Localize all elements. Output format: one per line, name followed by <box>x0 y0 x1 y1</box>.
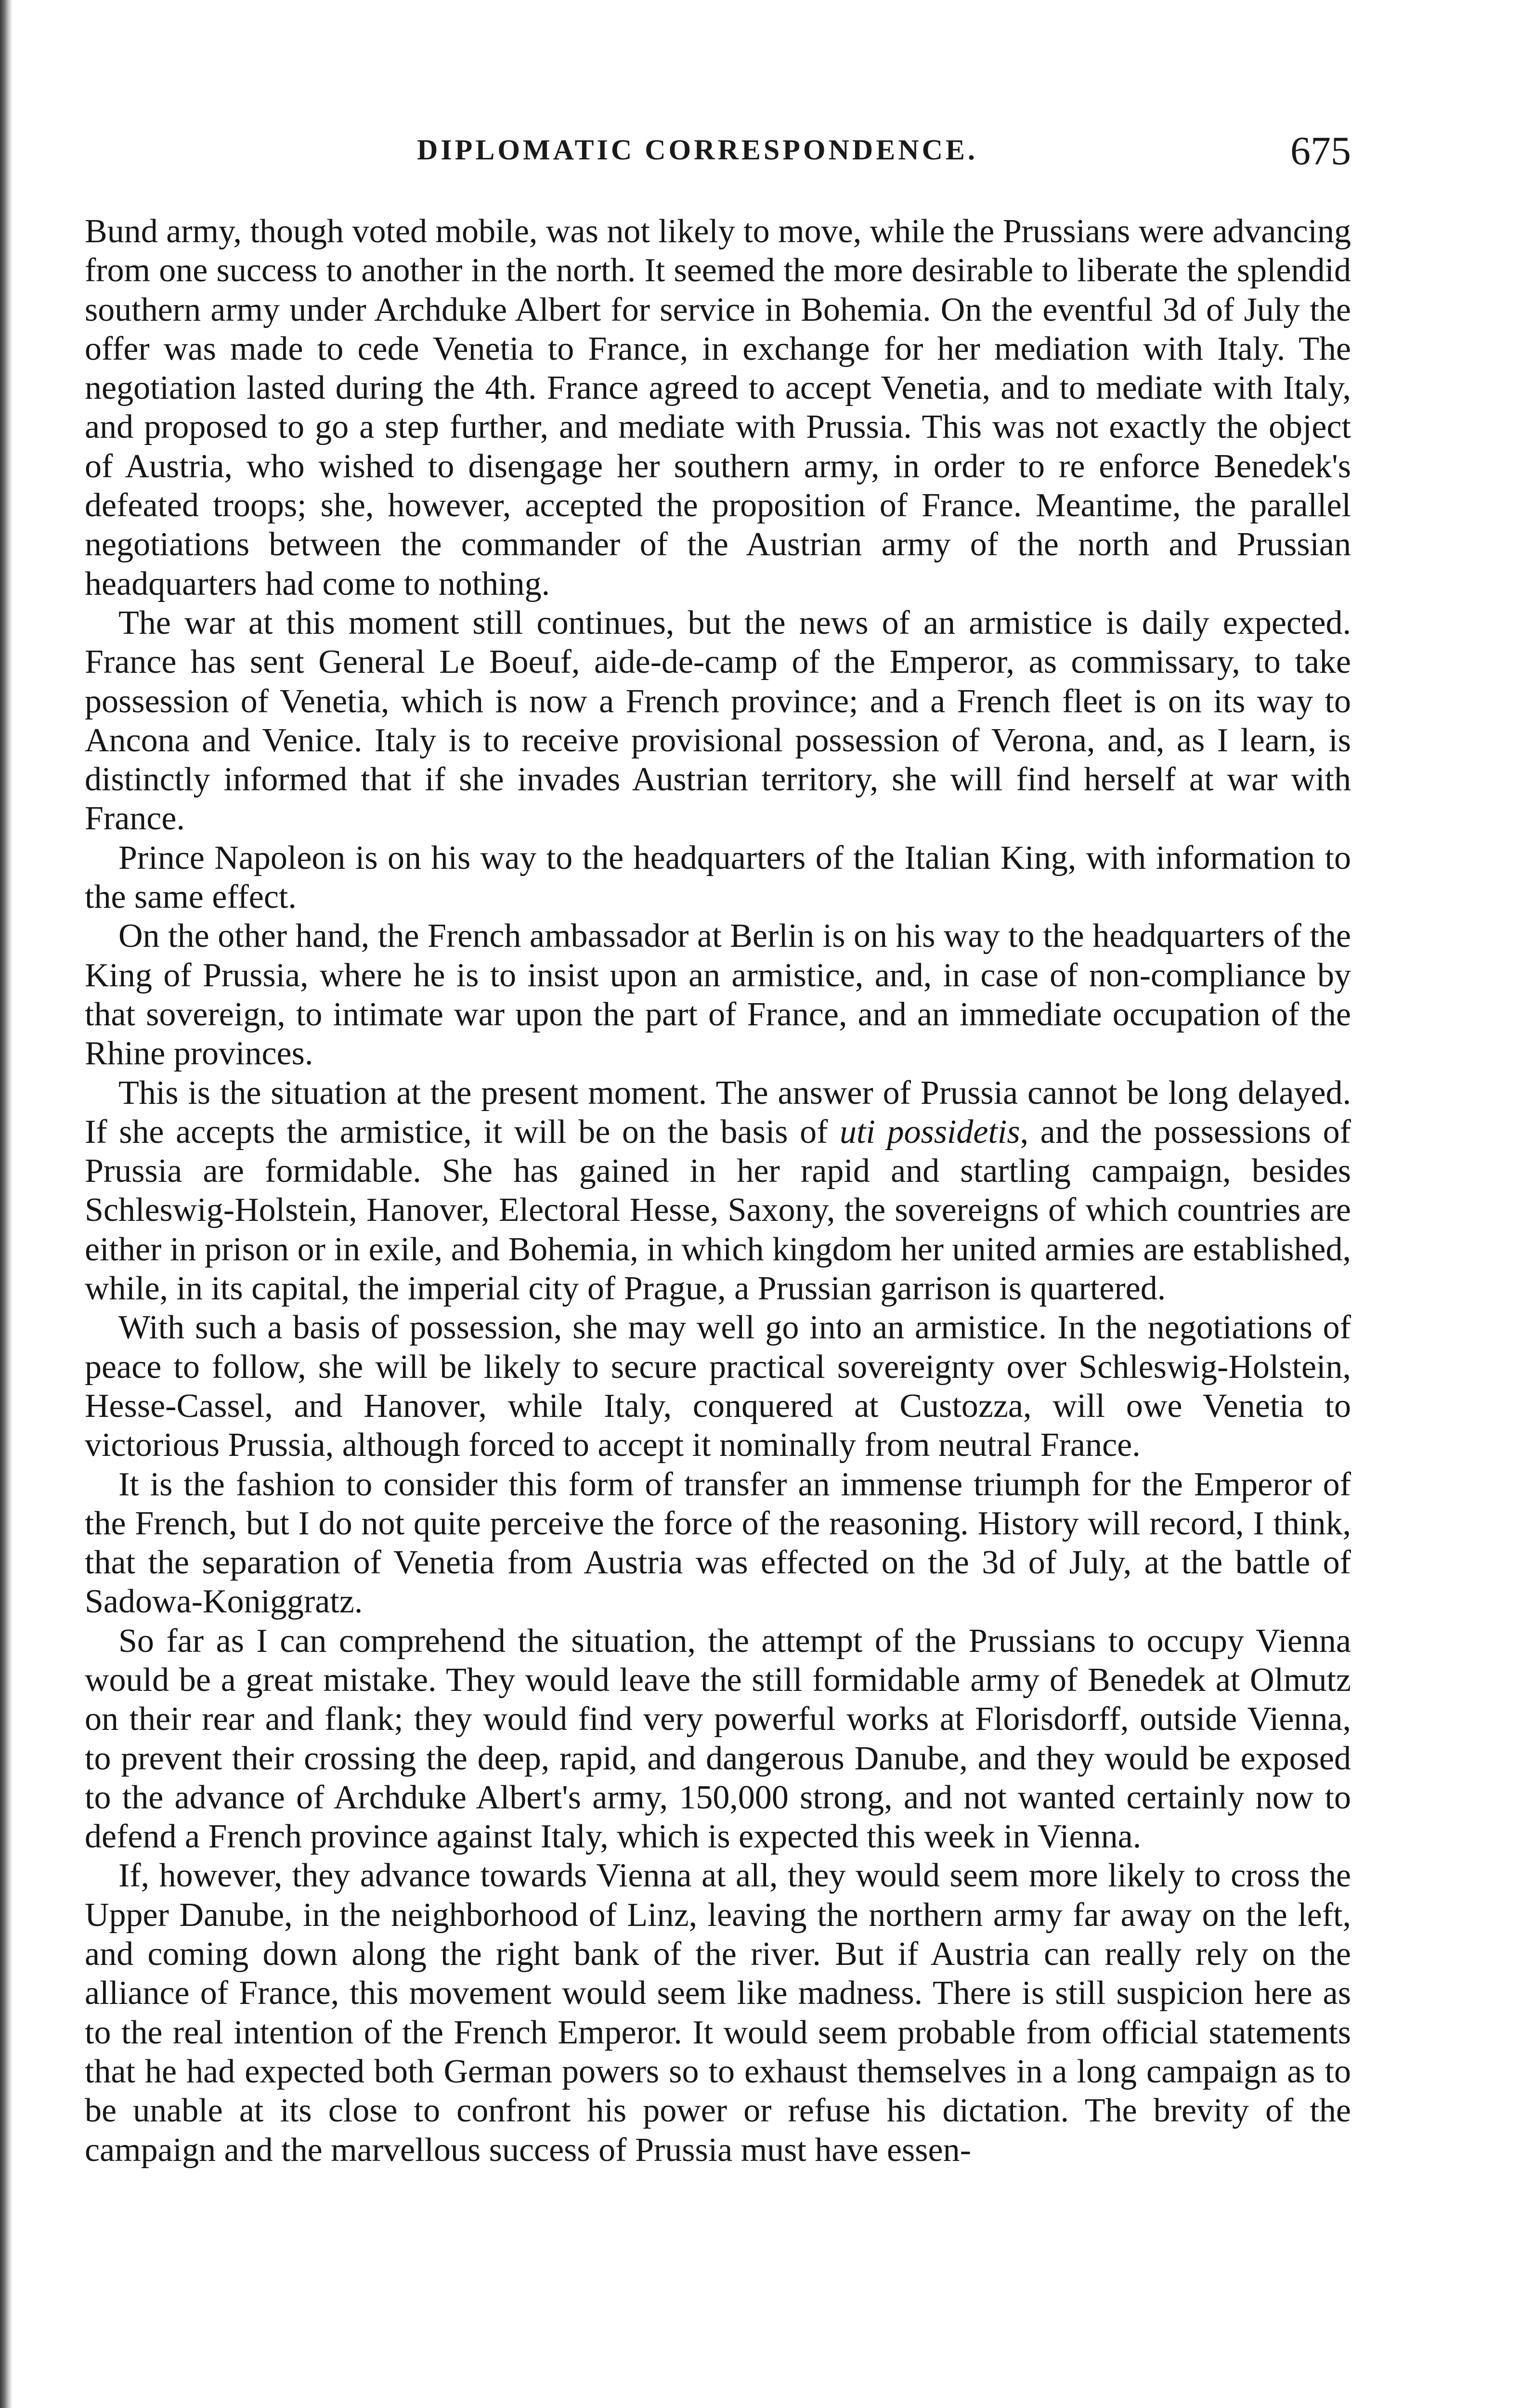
paragraph-6-text: With such a basis of possession, she may well go into an armistice. In the negotiations of peace to follow, she will be likely to secure practical sovereignty over Schleswig-Holstein, Hesse-Cassel, and Hanover, while Italy, conquered at Custozza, will owe Venetia to victorious Prussia, although forced to accept it nominally from neutral France. <box>85 1309 1351 1464</box>
paragraph-6 <box>85 1308 1351 1465</box>
paragraph-2 <box>85 603 1351 838</box>
paragraph-9 <box>85 1856 1351 2169</box>
paragraph-8-text: So far as I can comprehend the situation, the attempt of the Prussians to occupy Vienna would be a great mistake. They would leave the still formidable army of Benedek at Olmutz on their rear and flank; they would find very powerful works at Florisdorff, outside Vienna, to prevent their crossing the deep, rapid, and dangerous Danube, and they would be exposed to the advance of Archduke Albert's army, 150,000 strong, and not wanted certainly now to defend a French province against Italy, which is expected this week in Vienna. <box>85 1622 1351 1856</box>
paragraph-5-italic-phrase: uti possidetis <box>839 1113 1020 1151</box>
page-binding-edge <box>0 0 13 2408</box>
running-title: DIPLOMATIC CORRESPONDENCE. <box>417 134 978 166</box>
paragraph-2-text: The war at this moment still continues, but the news of an armistice is daily expected. France has sent General Le Boeuf, aide-de-camp of the Emperor, as commissary, to take possession of Venetia, which is now a French province; and a French fleet is on its way to Ancona and Venice. Italy is to receive provisional possession of Verona, and, as I learn, is distinctly informed that if she invades Austrian territory, she will find herself at war with France. <box>85 604 1351 838</box>
paragraph-8 <box>85 1622 1351 1857</box>
paragraph-4-text: On the other hand, the French ambassador at Berlin is on his way to the headquarters of the King of Prussia, where he is to insist upon an armistice, and, in case of non-compliance by that sovereign, to intimate war upon the part of France, and an immediate occupation of the Rhine provinces. <box>85 917 1351 1073</box>
paragraph-1 <box>85 212 1351 603</box>
paragraph-3 <box>85 838 1351 917</box>
page-number: 675 <box>1290 129 1351 173</box>
running-header <box>85 128 1351 181</box>
paragraph-3-text: Prince Napoleon is on his way to the headquarters of the Italian King, with information to the same effect. <box>85 839 1351 916</box>
paragraph-4 <box>85 916 1351 1073</box>
paragraph-5-text-before: This is the situation at the present moment. The answer of Prussia cannot be long delayed. If she accepts the armistice, it will be on the basis of <box>85 1074 1351 1151</box>
paragraph-7 <box>85 1465 1351 1622</box>
paragraph-5 <box>85 1073 1351 1309</box>
paragraph-1-text: Bund army, though voted mobile, was not likely to move, while the Prussians were advancing from one success to another in the north. It seemed the more desirable to liberate the splendid southern army under Archduke Albert for service in Bohemia. On the eventful 3d of July the offer was made to cede Venetia to France, in exchange for her mediation with Italy. The negotiation lasted during the 4th. France agreed to accept Venetia, and to mediate with Italy, and proposed to go a step further, and mediate with Prussia. This was not exactly the object of Austria, who wished to disengage her southern army, in order to re enforce Benedek's defeated troops; she, however, accepted the proposition of France. Meantime, the parallel negotiations between the commander of the Austrian army of the north and Prussian headquarters had come to nothing. <box>85 213 1351 602</box>
paragraph-9-text: If, however, they advance towards Vienna at all, they would seem more likely to cross the Upper Danube, in the neighborhood of Linz, leaving the northern army far away on the left, and coming down along the right bank of the river. But if Austria can really rely on the alliance of France, this movement would seem like madness. There is still suspicion here as to the real intention of the French Emperor. It would seem probable from official statements that he had expected both German powers so to exhaust themselves in a long campaign as to be unable at its close to confront his power or refuse his dictation. The brevity of the campaign and the marvellous success of Prussia must have essen- <box>85 1857 1351 2169</box>
paragraph-5-text-after: , and the possessions of Prussia are formidable. She has gained in her rapid and startling campaign, besides Schleswig-Holstein, Hanover, Electoral Hesse, Saxony, the sovereigns of which countries are either in prison or in exile, and Bohemia, in which kingdom her united armies are established, while, in its capital, the imperial city of Prague, a Prussian garrison is quartered. <box>85 1113 1351 1308</box>
body-text <box>85 212 1351 2170</box>
paragraph-7-text: It is the fashion to consider this form of transfer an immense triumph for the Emperor of the French, but I do not quite perceive the force of the reasoning. History will record, I think, that the separation of Venetia from Austria was effected on the 3d of July, at the battle of Sadowa-Koniggratz. <box>85 1466 1351 1621</box>
